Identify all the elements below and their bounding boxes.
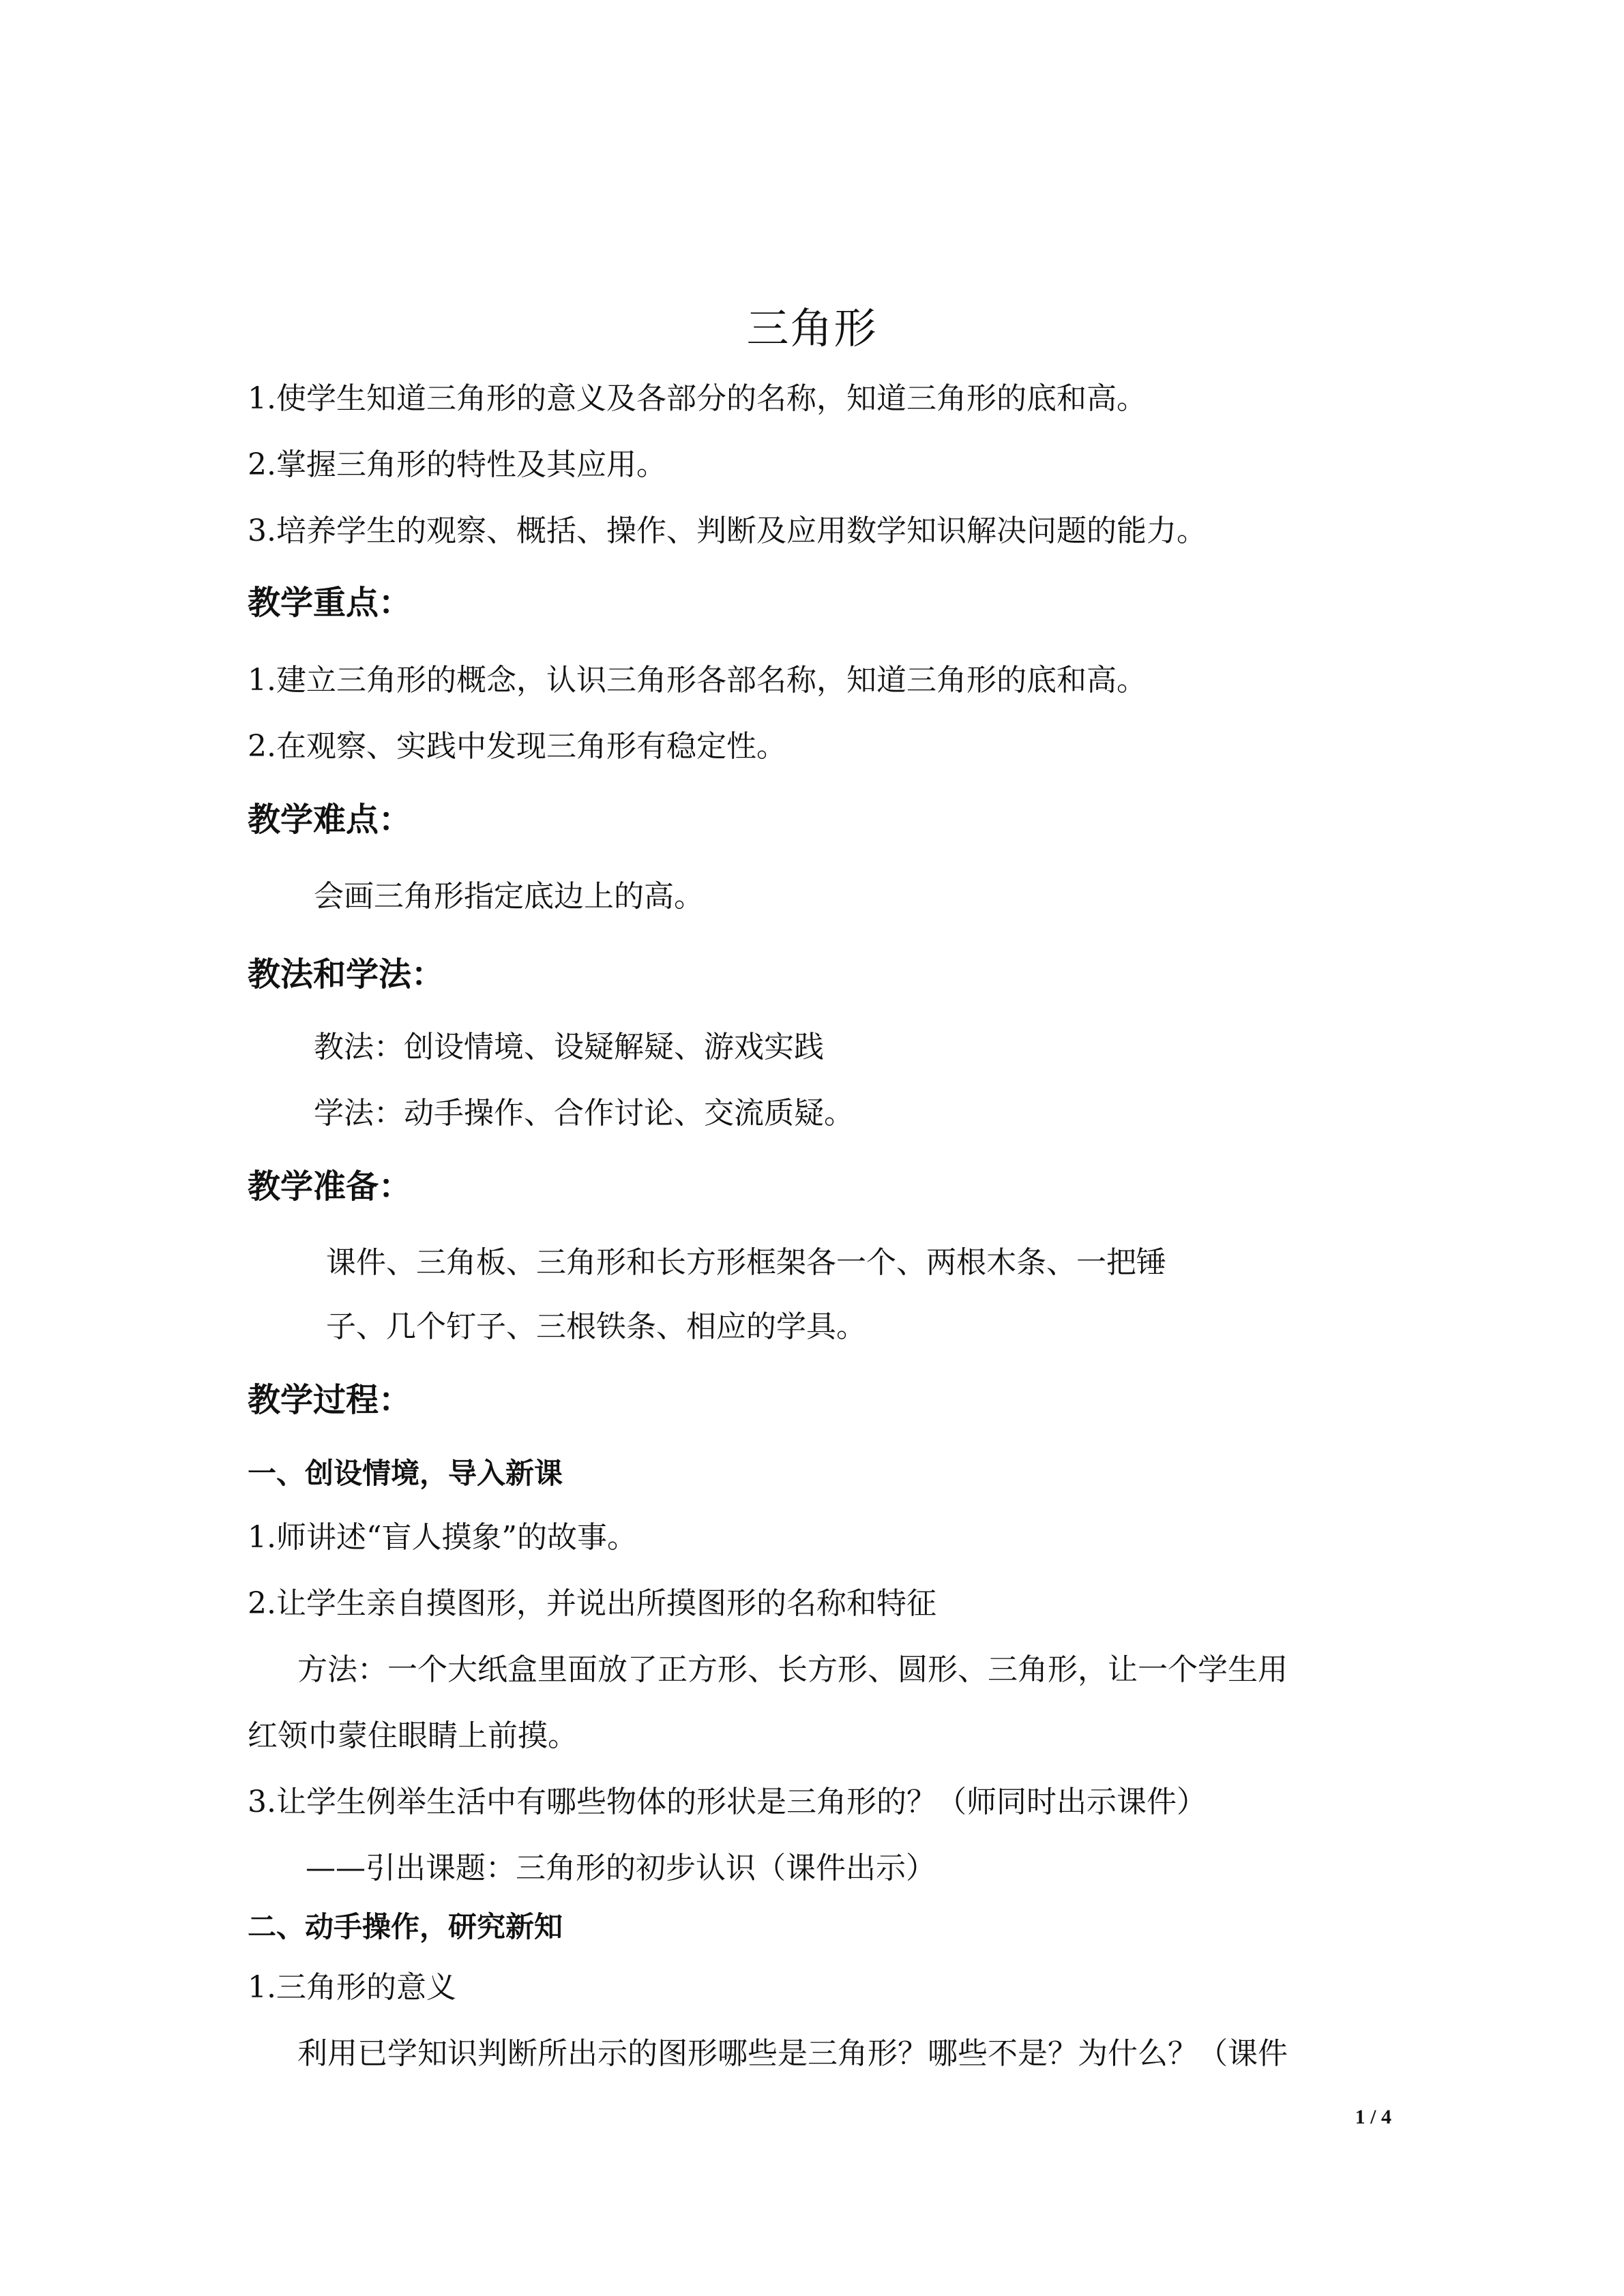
- preparation-heading: 教学准备：: [248, 1167, 412, 1206]
- part1-heading: 一、创设情境，导入新课: [248, 1457, 563, 1490]
- objective-3: 3.培养学生的观察、概括、操作、判断及应用数学知识解决问题的能力。: [248, 513, 1207, 548]
- teaching-method: 教法：创设情境、设疑解疑、游戏实践: [314, 1030, 824, 1064]
- part1-line-6: ——引出课题：三角形的初步认识（课件出示）: [306, 1851, 936, 1885]
- key-point-1: 1.建立三角形的概念，认识三角形各部名称，知道三角形的底和高。: [248, 663, 1147, 698]
- part2-heading: 二、动手操作，研究新知: [248, 1910, 563, 1943]
- page-number: 1 / 4: [1355, 2106, 1391, 2128]
- part2-line-1: 1.三角形的意义: [248, 1970, 456, 2005]
- key-points-heading: 教学重点：: [248, 584, 412, 622]
- part1-line-3: 方法：一个大纸盒里面放了正方形、长方形、圆形、三角形，让一个学生用: [297, 1652, 1288, 1687]
- difficulties-heading: 教学难点：: [248, 801, 412, 839]
- document-title: 三角形: [746, 303, 878, 353]
- part1-line-5: 3.让学生例举生活中有哪些物体的形状是三角形的？（师同时出示课件）: [248, 1785, 1207, 1819]
- part1-line-4: 红领巾蒙住眼睛上前摸。: [248, 1718, 578, 1753]
- key-point-2: 2.在观察、实践中发现三角形有稳定性。: [248, 729, 786, 764]
- objective-2: 2.掌握三角形的特性及其应用。: [248, 447, 666, 482]
- part1-line-1: 1.师讲述“盲人摸象”的故事。: [248, 1520, 637, 1555]
- learning-method: 学法：动手操作、合作讨论、交流质疑。: [314, 1096, 854, 1131]
- process-heading: 教学过程：: [248, 1381, 412, 1419]
- objective-1: 1.使学生知道三角形的意义及各部分的名称，知道三角形的底和高。: [248, 381, 1147, 416]
- methods-heading: 教法和学法：: [248, 955, 445, 994]
- preparation-line-2: 子、几个钉子、三根铁条、相应的学具。: [326, 1309, 866, 1344]
- part1-line-2: 2.让学生亲自摸图形，并说出所摸图形的名称和特征: [248, 1586, 936, 1621]
- difficulties-text: 会画三角形指定底边上的高。: [314, 879, 704, 914]
- preparation-line-1: 课件、三角板、三角形和长方形框架各一个、两根木条、一把锤: [326, 1245, 1166, 1280]
- part2-line-2: 利用已学知识判断所出示的图形哪些是三角形？哪些不是？为什么？（课件: [297, 2036, 1288, 2071]
